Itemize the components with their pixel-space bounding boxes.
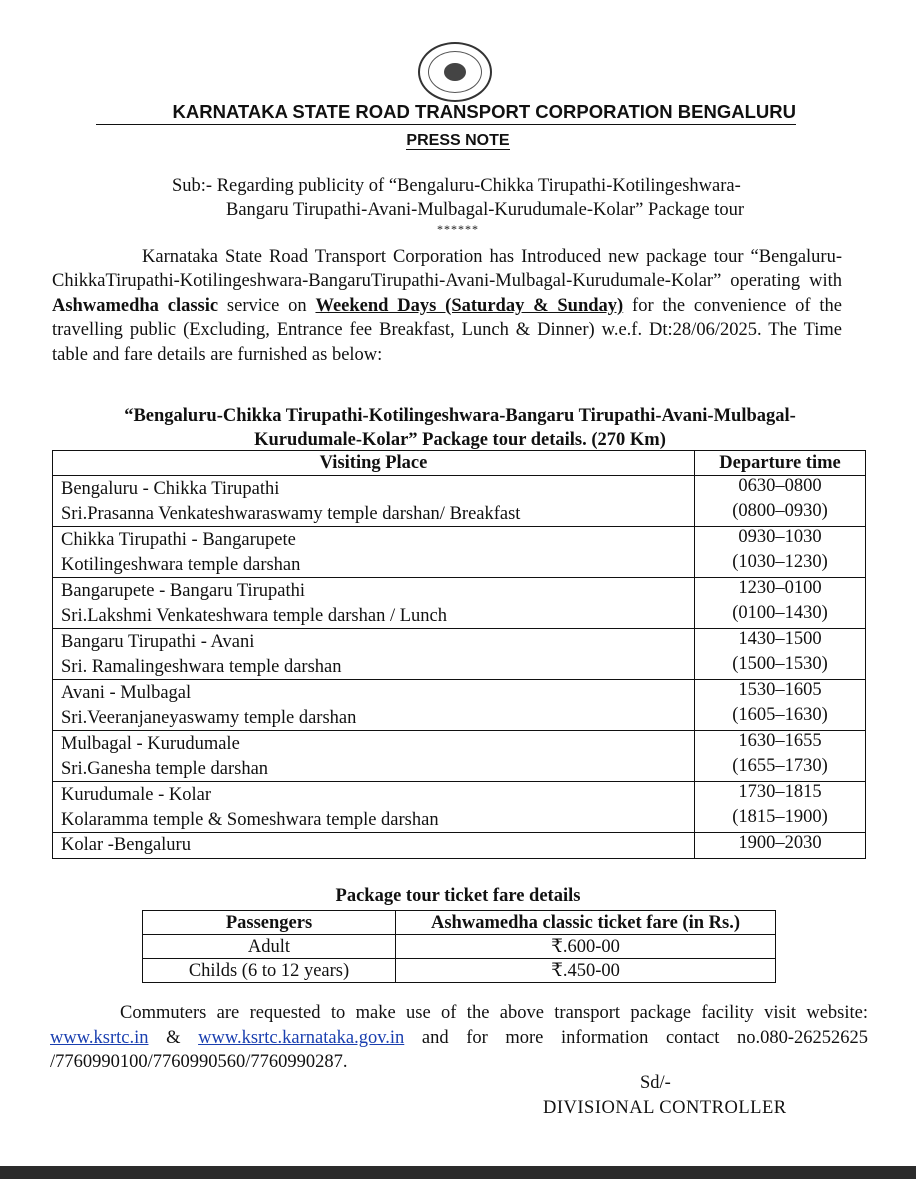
- departure-time: 1430–1500: [738, 629, 822, 649]
- departure-time: 1530–1605: [738, 680, 822, 700]
- service-name: Ashwamedha classic: [52, 295, 219, 316]
- ksrtc-emblem-icon: [418, 42, 492, 102]
- signatory-designation: DIVISIONAL CONTROLLER: [543, 1098, 787, 1118]
- stay-time: (1815–1900): [732, 806, 828, 827]
- stay-time: (1605–1630): [732, 704, 828, 725]
- itinerary-row: [53, 680, 866, 731]
- itinerary-row: [53, 782, 866, 833]
- activity: Sri.Ganesha temple darshan: [61, 758, 269, 779]
- subject-line: [172, 174, 872, 222]
- stay-time: (0800–0930): [732, 500, 828, 521]
- route: Bangaru Tirupathi - Avani: [61, 632, 255, 652]
- closing-paragraph: Commuters are requested to make use of the above transport package facility visit website: www.ksrtc.in & www.ksrtc.karnataka.gov.in and for more information contact no.080-26252625 /7760990100/7760990560/7760990287.: [50, 1003, 868, 1072]
- subject-line-1: Sub:- Regarding publicity of “Bengaluru-Chikka Tirupathi-Kotilingeshwara-: [172, 176, 741, 196]
- fare-header: Ashwamedha classic ticket fare (in Rs.): [396, 911, 776, 935]
- activity: Sri. Ramalingeshwara temple darshan: [61, 656, 342, 677]
- organization-title: KARNATAKA STATE ROAD TRANSPORT CORPORATION BENGALURU: [96, 101, 796, 125]
- departure-time: 1900–2030: [738, 833, 822, 853]
- passengers-header: Passengers: [143, 911, 396, 935]
- activity: Sri.Veeranjaneyaswamy temple darshan: [61, 707, 357, 728]
- route: Chikka Tirupathi - Bangarupete: [61, 530, 296, 550]
- departure-time: 0930–1030: [738, 527, 822, 547]
- route: Kurudumale - Kolar: [61, 785, 212, 805]
- departure-time-header: Departure time: [695, 451, 866, 476]
- stay-time: (1655–1730): [732, 755, 828, 776]
- fare-row: [143, 959, 776, 983]
- passenger-type: Childs (6 to 12 years): [143, 959, 396, 983]
- subject-line-2: Bangaru Tirupathi-Avani-Mulbagal-Kurudumale-Kolar” Package tour: [226, 200, 745, 220]
- route: Bangarupete - Bangaru Tirupathi: [61, 581, 306, 601]
- itinerary-row: [53, 629, 866, 680]
- route: Mulbagal - Kurudumale: [61, 734, 240, 754]
- stay-time: (0100–1430): [732, 602, 828, 623]
- route: Kolar -Bengaluru: [53, 833, 695, 859]
- itinerary-row: [53, 527, 866, 578]
- activity: Kotilingeshwara temple darshan: [61, 554, 301, 575]
- bottom-edge-bar: [0, 1166, 916, 1179]
- departure-time: 1730–1815: [738, 782, 822, 802]
- route: Bengaluru - Chikka Tirupathi: [61, 479, 280, 499]
- fare-amount: ₹.600-00: [396, 935, 776, 959]
- karnataka-gov-website-link[interactable]: www.ksrtc.karnataka.gov.in: [198, 1027, 405, 1048]
- weekend-days: Weekend Days (Saturday & Sunday): [315, 295, 624, 316]
- passenger-type: Adult: [143, 935, 396, 959]
- departure-time: 0630–0800: [738, 476, 822, 496]
- fare-details-title: Package tour ticket fare details: [335, 886, 581, 906]
- itinerary-row: [53, 833, 866, 859]
- departure-time: 1230–0100: [738, 578, 822, 598]
- fare-row: [143, 935, 776, 959]
- departure-time: 1630–1655: [738, 731, 822, 751]
- visiting-place-header: Visiting Place: [53, 451, 695, 476]
- itinerary-row: [53, 578, 866, 629]
- stay-time: (1500–1530): [732, 653, 828, 674]
- intro-paragraph: Karnataka State Road Transport Corporation has Introduced new package tour “Bengaluru-ChikkaTirupathi-Kotilingeshwara-BangaruTirupathi-Avani-Mulbagal-Kurudumale-Kolar” operating with Ashwamedha classic service on Weekend Days (Saturday & Sunday) for the convenience of the travelling public (Excluding, Entrance fee Breakfast, Lunch & Dinner) w.e.f. Dt:28/06/2025. The Time table and fare details are furnished as below:: [52, 247, 842, 365]
- itinerary-row: [53, 731, 866, 782]
- activity: Sri.Lakshmi Venkateshwara temple darshan / Lunch: [61, 605, 447, 626]
- separator-stars: ******: [437, 222, 479, 236]
- press-note-heading: PRESS NOTE: [406, 132, 510, 149]
- itinerary-row: [53, 476, 866, 527]
- tour-details-heading: “Bengaluru-Chikka Tirupathi-Kotilingeshwara-Bangaru Tirupathi-Avani-Mulbagal- Kurudumale-Kolar” Package tour details. (270 Km): [124, 406, 796, 450]
- stay-time: (1030–1230): [732, 551, 828, 572]
- fare-table: [142, 910, 776, 983]
- signature-mark: Sd/-: [640, 1073, 671, 1093]
- route: Avani - Mulbagal: [61, 683, 192, 703]
- itinerary-table: [52, 450, 866, 859]
- activity: Kolaramma temple & Someshwara temple darshan: [61, 809, 439, 830]
- activity: Sri.Prasanna Venkateshwaraswamy temple darshan/ Breakfast: [61, 503, 521, 524]
- fare-amount: ₹.450-00: [396, 959, 776, 983]
- ksrtc-website-link[interactable]: www.ksrtc.in: [50, 1027, 149, 1048]
